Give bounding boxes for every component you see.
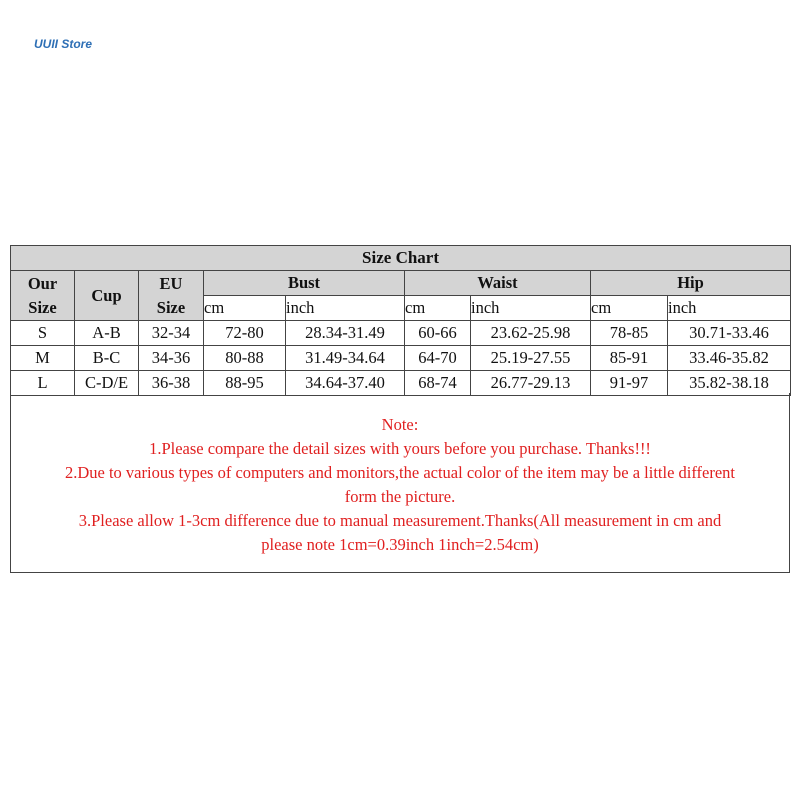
unit-hip-cm: cm [591, 296, 668, 321]
table-row [11, 371, 791, 396]
table-row [11, 321, 791, 346]
cell-cup: A-B [75, 321, 139, 346]
header-cup: Cup [75, 271, 139, 321]
header-hip: Hip [591, 271, 791, 296]
chart-title: Size Chart [11, 246, 791, 271]
cell-waist-cm: 60-66 [405, 321, 471, 346]
cell-size: M [11, 346, 75, 371]
cell-waist-inch: 26.77-29.13 [471, 371, 591, 396]
cell-waist-cm: 64-70 [405, 346, 471, 371]
cell-hip-cm: 85-91 [591, 346, 668, 371]
cell-waist-inch: 25.19-27.55 [471, 346, 591, 371]
header-waist: Waist [405, 271, 591, 296]
cell-cup: B-C [75, 346, 139, 371]
header-eu-line2: Size [156, 297, 186, 317]
unit-bust-cm: cm [204, 296, 286, 321]
cell-bust-inch: 34.64-37.40 [286, 371, 405, 396]
cell-waist-inch: 23.62-25.98 [471, 321, 591, 346]
cell-size: L [11, 371, 75, 396]
cell-hip-inch: 33.46-35.82 [668, 346, 791, 371]
note-line: 2.Due to various types of computers and monitors,the actual color of the item may be a little different [64, 463, 736, 482]
note-line: 3.Please allow 1-3cm difference due to manual measurement.Thanks(All measurement in cm and [78, 511, 722, 530]
cell-hip-inch: 30.71-33.46 [668, 321, 791, 346]
cell-bust-inch: 28.34-31.49 [286, 321, 405, 346]
notes-box [10, 393, 790, 573]
cell-eu: 34-36 [139, 346, 204, 371]
cell-hip-cm: 91-97 [591, 371, 668, 396]
cell-cup: C-D/E [75, 371, 139, 396]
cell-bust-cm: 72-80 [204, 321, 286, 346]
cell-size: S [11, 321, 75, 346]
cell-bust-cm: 80-88 [204, 346, 286, 371]
unit-waist-cm: cm [405, 296, 471, 321]
size-chart-table [10, 245, 791, 396]
note-line: please note 1cm=0.39inch 1inch=2.54cm) [261, 535, 539, 554]
header-eu-line1: EU [159, 273, 183, 293]
cell-hip-cm: 78-85 [591, 321, 668, 346]
cell-bust-inch: 31.49-34.64 [286, 346, 405, 371]
table-row [11, 346, 791, 371]
cell-eu: 36-38 [139, 371, 204, 396]
cell-eu: 32-34 [139, 321, 204, 346]
header-our-size-line1: Our [27, 273, 58, 293]
header-eu-size [139, 271, 204, 321]
cell-bust-cm: 88-95 [204, 371, 286, 396]
header-our-size-line2: Size [28, 297, 57, 317]
unit-waist-inch: inch [471, 296, 591, 321]
cell-waist-cm: 68-74 [405, 371, 471, 396]
note-heading: Note: [381, 415, 419, 434]
note-line: 1.Please compare the detail sizes with yours before you purchase. Thanks!!! [149, 439, 651, 458]
unit-hip-inch: inch [668, 296, 791, 321]
note-line: form the picture. [344, 487, 456, 506]
cell-hip-inch: 35.82-38.18 [668, 371, 791, 396]
header-our-size [11, 271, 75, 321]
store-watermark: UUII Store [34, 37, 93, 51]
header-bust: Bust [204, 271, 405, 296]
unit-bust-inch: inch [286, 296, 405, 321]
